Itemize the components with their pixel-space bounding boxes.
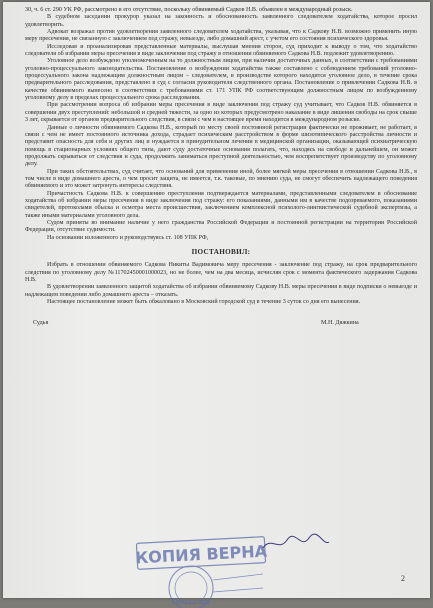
document-body bbox=[25, 7, 417, 336]
paragraph: При таких обстоятельствах, суд считает, что оснований для применения иной, более мягкой меры пресечения в отношении Садкова Н.В., в том числе в виде домашнего ареста, о чем просит защита, не имеется, т.к. таковые, по мнению суда, не смогут обеспечить надлежащего поведения обвиняемого и это может затронуть интересы следствия. bbox=[25, 168, 417, 190]
decision-paragraph: В удовлетворении заявленного защитой ходатайства об избрании обвиняемому Садкову Н.В. меры пресечения в виде подписки о невыезде и надлежащем поведении либо домашнего ареста – отказать. bbox=[25, 284, 417, 298]
paragraph: Причастность Садкова Н.В. к совершению преступления подтверждается материалами, представленными следователем в обоснование ходатайства об избрании меры пресечения в виде заключения под стражу: его показаниями, данными им в качестве подозреваемого, показаниями свидетелей, протоколами обыска и осмотра места происшествия, заключением комплексной психолого-лингвистической судебной экспертизы, а также иными материалами уголовного дела. bbox=[25, 190, 417, 219]
judge-name: М.Н. Дяжкина bbox=[321, 320, 359, 327]
page-number: 2 bbox=[401, 574, 405, 583]
decision-paragraph: Избрать в отношении обвиняемого Садкова Никиты Вадимовича меру пресечения - заключение под стражу, на срок предварительного следствия по уголовному делу №11702450001000023, но не более, чем на два месяца, исчисляя срок с момента фактического задержания Садкова Н.В. bbox=[25, 262, 417, 284]
paragraph: На основании изложенного и руководствуясь ст. 108 УПК РФ, bbox=[47, 234, 209, 241]
paragraph: 30, ч. 6 ст. 290 УК РФ, рассмотрено в его отсутствие, поскольку обвиняемый Садков Н.В. объявлен в международный розыск. bbox=[25, 7, 353, 13]
paragraph: Исследовав и проанализировав представленные материалы, выслушав мнения сторон, суд приходит к выводу о том, что ходатайство следователя об избрании меры пресечения в виде заключения под стражу в отношении обвиняемого Садкова Н.В. подлежит удовлетворению. bbox=[25, 43, 417, 58]
paragraph: Адвокат возражал против удовлетворения заявленного следователем ходатайства, указывая, что к Садкову Н.В. возможно применить иную меру пресечения, не связанную с заключением под стражу, невыезде, либо домашний арест, с учетом его состояния психического здоровья. bbox=[25, 29, 417, 43]
signature-scribble bbox=[261, 532, 331, 554]
paragraph: При рассмотрении вопроса об избрании меры пресечения в виде заключения под стражу суд учитывает, что Садков Н.В. обвиняется в совершении двух преступлений: небольшой и средней тяжести, за одно из которых предусмотрено наказание в виде лишения свободы на срок свыше 3 лет, скрывается от органов предварительного следствия, в связи с чем в настоящее время находится в международном розыске. bbox=[25, 102, 417, 124]
signature-line bbox=[25, 320, 417, 336]
document-page bbox=[3, 2, 430, 606]
paragraph: В судебном заседании прокурор указал на законность и обоснованность заявленного следователем ходатайства, которое просил удовлетворить. bbox=[25, 14, 417, 28]
paragraph: Уголовное дело возбуждено уполномоченным на то должностным лицом, при наличии достаточных данных, в соответствии с требованиями уголовно-процессуального законодательства. Постановление о возбуждении ходатайства также составлено с соблюдением требований уголовно-процессуального закона надлежащим должностным лицом – следователем, в производстве которого находится уголовное дело, в течение срока предварительного расследования, представлено в суд с согласия руководителя следственного органа. Постановление о привлечении Садкова Н.В. в качестве обвиняемого вынесено в соответствии с требованиями ст. 171 УПК РФ соответствующим должностным лицом по возбужденному уголовному делу в пределах процессуального срока расследования. bbox=[25, 58, 417, 102]
decision-heading: ПОСТАНОВИЛ: bbox=[191, 248, 251, 256]
svg-text:КОПИЯ ВЕРНА: КОПИЯ ВЕРНА bbox=[134, 541, 268, 568]
judge-label: Судья bbox=[33, 320, 49, 327]
paragraph: Данные о личности обвиняемого Садкова Н.В., который по месту своей постоянной регистрации фактически не проживает, не работает, в связи с чем не имеет постоянного источника дохода, страдает психическим расстройством в форме шизотипического расстройства личности и представит опасность для себя и других лиц и нуждается в принудительном лечении в медицинской организации, оказывающей психиатрическую помощь в стационарных условиях общего типа, дают суду достаточные основания полагать, что, находясь на свободе и дальнейшем, он может продолжать скрываться от следствия и суда, продолжить заниматься преступной деятельностью, чем воспрепятствует производству по уголовному делу. bbox=[25, 124, 417, 168]
decision-paragraph: Настоящее постановление может быть обжаловано в Московский городской суд в течение 3 суток со дня его вынесения. bbox=[47, 299, 361, 306]
stamp-image bbox=[131, 532, 271, 608]
svg-text:Секретарь: Секретарь bbox=[171, 598, 211, 606]
paragraph: Судом приняты во внимание наличие у него гражданства Российской Федерации и постоянной регистрации на территории Российской Федерации, отсутствие судимости. bbox=[25, 219, 417, 234]
